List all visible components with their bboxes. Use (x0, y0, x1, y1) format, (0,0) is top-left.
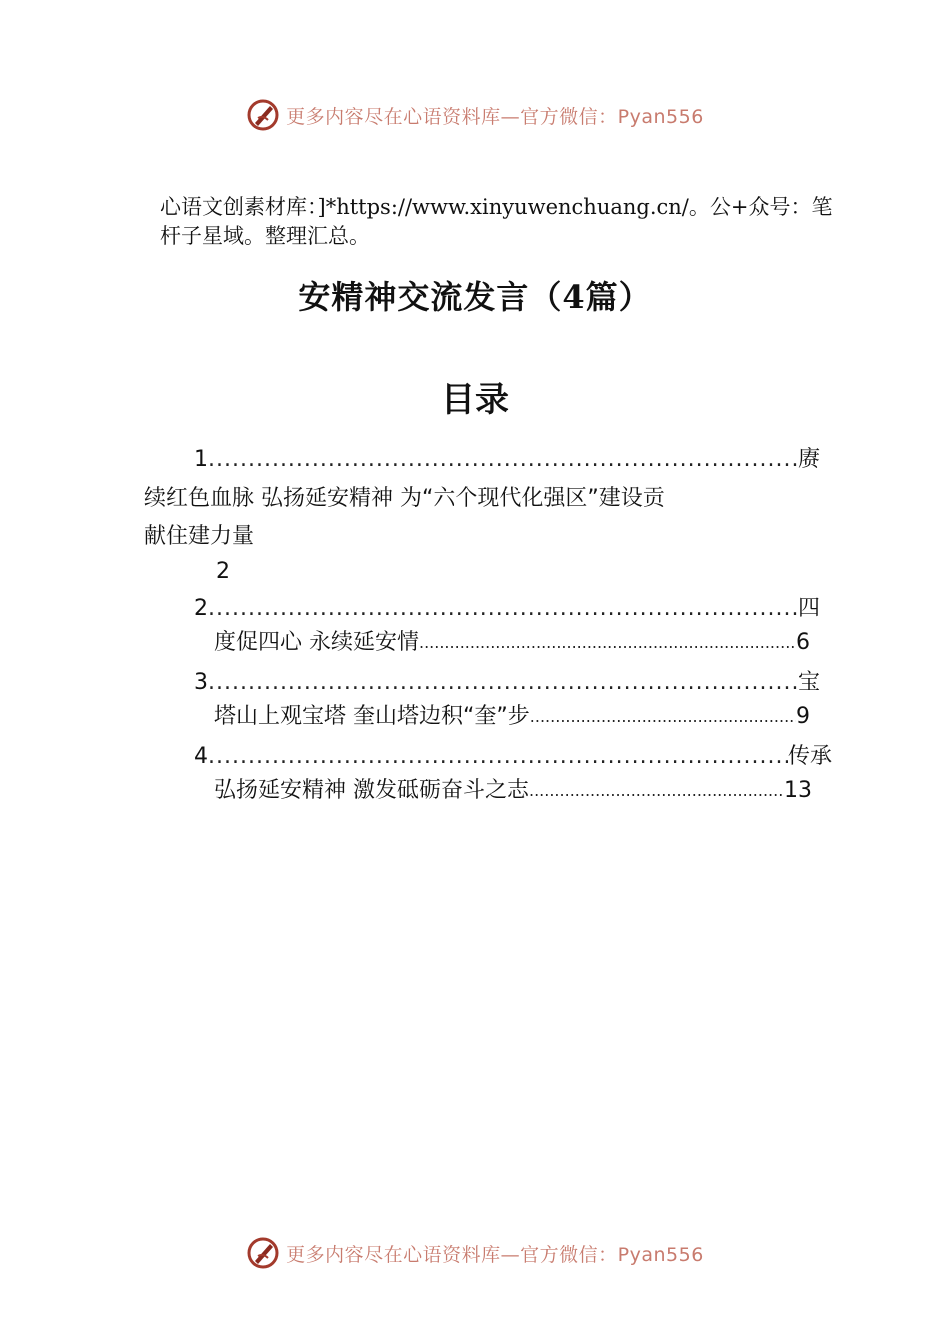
toc-entry-number: 3 (194, 670, 208, 695)
banner-text (286, 102, 704, 129)
toc-leader-dots (419, 628, 796, 658)
toc-entry-page: 13 (784, 778, 812, 803)
banner-text (286, 1240, 704, 1267)
toc-entry-number: 1 (194, 447, 208, 472)
wechat-id: Pyan556 (617, 1243, 704, 1266)
source-note: 心语文创素材库：]*https://www.xinyuwenchuang.cn/。公+众号：笔杆子星域。整理汇总。 (160, 195, 833, 248)
header-banner (0, 95, 950, 135)
toc-entry-title: 塔山上观宝塔 奎山塔边积“奎”步 (214, 704, 530, 729)
toc-leader-dots (529, 776, 784, 806)
toc-leader-dots (208, 445, 798, 475)
toc-leader-dots (530, 702, 796, 732)
toc-entry-1[interactable] (194, 445, 820, 475)
toc-entry-1-page[interactable]: 2 (216, 559, 230, 584)
pen-seal-logo-icon (246, 98, 280, 132)
toc-entry-3-title[interactable] (214, 702, 810, 732)
toc-entry-1-title-line-1[interactable]: 续红色血脉 弘扬延安精神 为“六个现代化强区”建设贡 (144, 486, 665, 511)
footer-banner (0, 1233, 950, 1273)
pen-seal-logo-icon (246, 1236, 280, 1270)
toc-heading: 目录 (441, 380, 509, 420)
toc-leader-dots (208, 668, 798, 698)
toc-entry-1-title-line-2[interactable]: 献住建力量 (144, 524, 255, 549)
wechat-id: Pyan556 (617, 105, 704, 128)
toc-entry-title: 度促四心 永续延安情 (214, 630, 419, 655)
banner-label: 更多内容尽在心语资料库—官方微信： (286, 105, 618, 128)
toc-entry-2-title[interactable] (214, 628, 810, 658)
toc-entry-title: 弘扬延安精神 激发砥砺奋斗之志 (214, 778, 529, 803)
toc-entry-4-title[interactable] (214, 776, 812, 806)
toc-entry-page: 6 (796, 630, 810, 655)
toc-entry-lead: 传承 (787, 744, 832, 769)
toc-entry-number: 4 (194, 744, 208, 769)
toc-entry-lead: 四 (797, 596, 820, 621)
toc-entry-2[interactable] (194, 594, 820, 624)
toc-leader-dots (208, 594, 798, 624)
banner-label: 更多内容尽在心语资料库—官方微信： (286, 1243, 618, 1266)
toc-entry-number: 2 (194, 596, 208, 621)
toc-entry-page: 9 (796, 704, 810, 729)
toc-entry-lead: 宝 (797, 670, 820, 695)
document-title: 安精神交流发言（4篇） (298, 278, 652, 316)
toc-leader-dots (208, 742, 788, 772)
toc-entry-3[interactable] (194, 668, 820, 698)
toc-entry-lead: 赓 (797, 447, 820, 472)
toc-entry-4[interactable] (194, 742, 832, 772)
